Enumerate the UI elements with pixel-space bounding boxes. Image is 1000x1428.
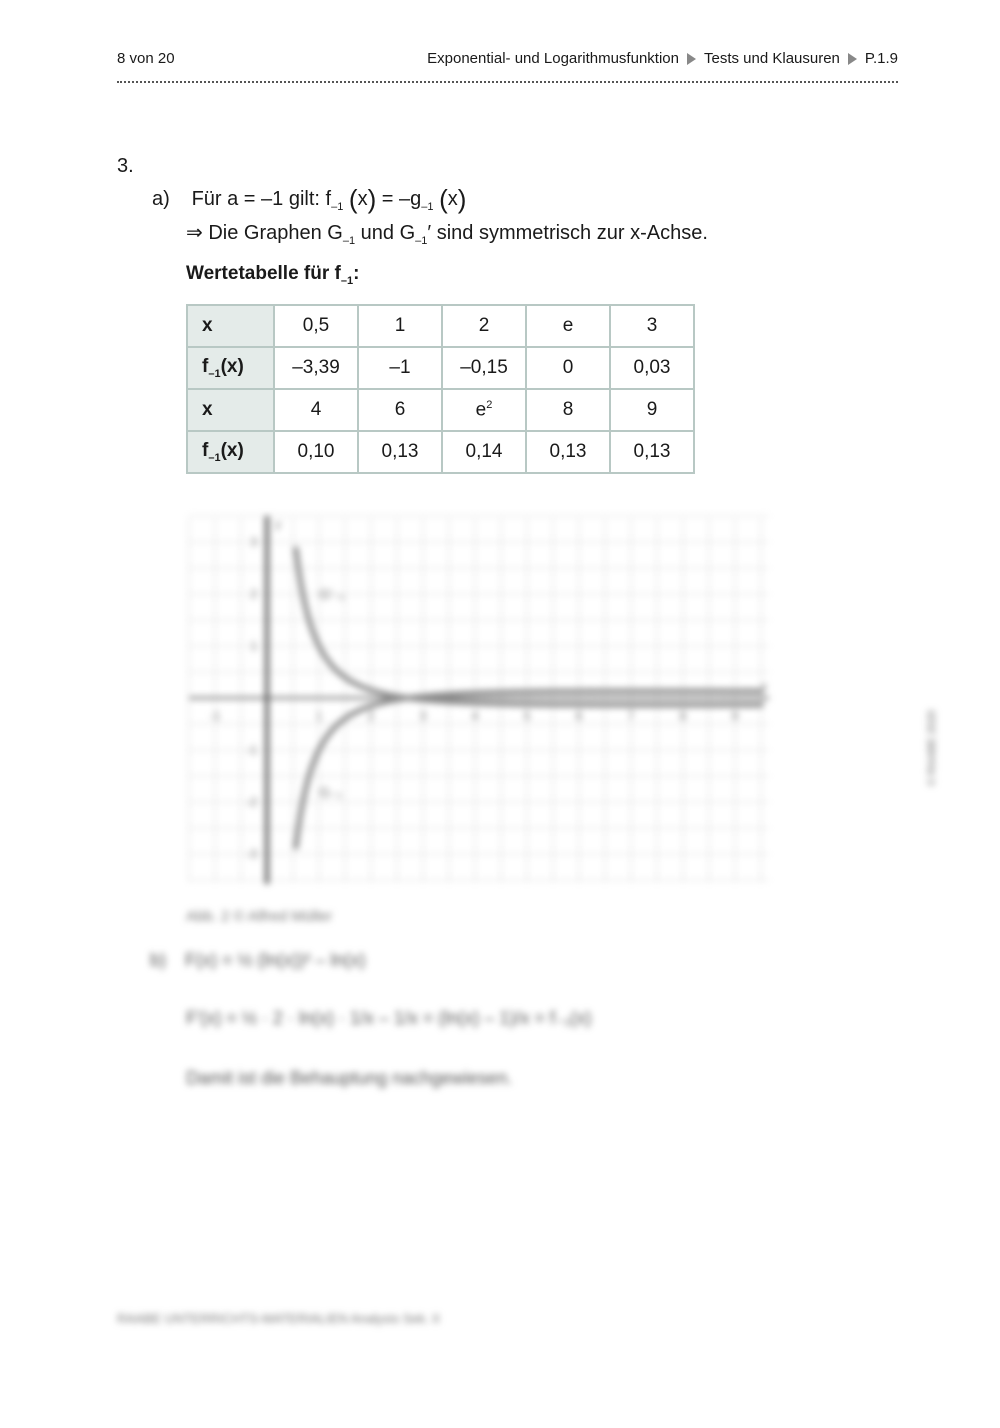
y-tick-label: 3 [250, 535, 257, 549]
subscript: –1 [421, 201, 434, 213]
implies-text-1: Die Graphen G [208, 222, 343, 244]
table-row [187, 347, 694, 389]
table-cell: –3,39 [274, 347, 358, 389]
subscript: –1 [208, 451, 221, 464]
subscript: –1 [340, 274, 354, 287]
implies-icon: ⇒ [186, 222, 203, 244]
table-cell: 8 [526, 389, 610, 431]
implies-text-2: und G [360, 222, 416, 244]
breadcrumb [427, 50, 898, 67]
paren-close: ) [457, 184, 467, 214]
table-head-cell: x [187, 389, 274, 431]
table-cell: 0,03 [610, 347, 694, 389]
table-cell: 0,14 [442, 431, 526, 473]
side-copyright [922, 690, 942, 790]
part-a-statement [152, 184, 466, 215]
table-cell: –0,15 [442, 347, 526, 389]
table-cell: 0,13 [610, 431, 694, 473]
x-tick-label: 8 [679, 709, 687, 723]
side-copyright-text: © RAABE 2020 [926, 710, 938, 786]
table-cell: 4 [274, 389, 358, 431]
y-tick-label: -2 [246, 795, 257, 809]
figure-caption: Abb. 2 © Alfred Müller [186, 908, 333, 925]
x-tick-label: 2 [367, 709, 375, 723]
curve-upper-label: G′₋₁ [319, 586, 345, 603]
task-number: 3. [117, 155, 134, 177]
paren-open: ( [439, 184, 448, 214]
table-row [187, 389, 694, 431]
table-cell: 0,10 [274, 431, 358, 473]
subscript: –1 [342, 235, 356, 247]
y-tick-label: -1 [246, 743, 257, 757]
breadcrumb-code: P.1.9 [864, 50, 898, 67]
x-axis-label: x [761, 679, 767, 693]
table-cell: 6 [358, 389, 442, 431]
x-tick-label: -1 [209, 709, 221, 723]
subscript: –1 [208, 367, 221, 380]
x-tick-label: 5 [523, 709, 531, 723]
triangle-right-icon [848, 53, 857, 65]
table-cell: 0,5 [274, 305, 358, 347]
x-tick-label: 4 [471, 709, 479, 723]
part-b-formula-2: F′(x) = ½ · 2 · ln(x) · 1/x – 1/x = (ln(x) – 1)/x = f₋₁(x) [186, 1008, 592, 1028]
page-footer: RAABE UNTERRICHTS-MATERIALIEN Analysis Sek. II [117, 1311, 440, 1326]
y-axis-label: y [275, 517, 281, 531]
table-cell: 2 [442, 305, 526, 347]
table-cell: 0,13 [358, 431, 442, 473]
part-a-label: a) [152, 188, 170, 210]
table-title-text: Wertetabelle für f [186, 263, 341, 284]
table-row [187, 305, 694, 347]
implies-text-3: ′ sind symmetrisch zur x-Achse. [427, 222, 708, 244]
header-divider [117, 81, 898, 83]
table-cell: 0,13 [526, 431, 610, 473]
paren-close: ) [367, 184, 377, 214]
table-title [186, 263, 359, 287]
breadcrumb-section: Tests und Klausuren [703, 50, 840, 67]
y-tick-label: 1 [250, 639, 257, 653]
subscript: –1 [331, 201, 344, 213]
x-tick-label: 9 [731, 709, 739, 723]
triangle-right-icon [687, 53, 696, 65]
table-row [187, 431, 694, 473]
table-cell: 3 [610, 305, 694, 347]
subscript: –1 [415, 235, 428, 247]
y-tick-label: 2 [250, 587, 257, 601]
table-cell: 0 [526, 347, 610, 389]
x-tick-label: 7 [627, 709, 635, 723]
head-f: f [202, 356, 209, 378]
breadcrumb-topic: Exponential- und Logarithmusfunktion [427, 50, 679, 67]
part-b-formula-1: F(x) = ½ (ln(x))² – ln(x) [185, 950, 366, 970]
table-fade [180, 477, 700, 507]
part-b-conclusion: Damit ist die Behauptung nachgewiesen. [186, 1068, 513, 1088]
head-x: (x) [220, 440, 244, 462]
x-tick-label: 3 [419, 709, 427, 723]
superscript: 2 [486, 398, 493, 411]
table-cell [442, 389, 526, 431]
table-cell: –1 [358, 347, 442, 389]
head-x: (x) [220, 356, 244, 378]
table-cell: 1 [358, 305, 442, 347]
part-a-text: Für a = –1 gilt: f [191, 188, 332, 210]
part-b-label: b) [150, 950, 167, 970]
table-head-cell [187, 431, 274, 473]
var-x: x [447, 188, 458, 210]
var-x: x [357, 188, 368, 210]
curve-upper [296, 547, 764, 705]
head-f: f [202, 440, 209, 462]
implication-line [186, 220, 708, 247]
paren-open: ( [348, 184, 358, 214]
part-a-mid: = –g [381, 188, 422, 210]
x-tick-label: 6 [575, 709, 583, 723]
function-graph [183, 510, 775, 890]
value-table [186, 304, 695, 474]
part-b-line-1 [150, 950, 366, 971]
table-title-colon: : [353, 263, 360, 284]
x-tick-label: 1 [315, 709, 323, 723]
table-head-cell: x [187, 305, 274, 347]
curve-lower-label: G₋₁ [319, 783, 343, 800]
table-head-cell [187, 347, 274, 389]
table-cell: e [526, 305, 610, 347]
table-cell: 9 [610, 389, 694, 431]
page-header [117, 50, 898, 72]
page-number: 8 von 20 [117, 50, 175, 67]
y-tick-label: -3 [246, 847, 257, 861]
cell-e: e [475, 399, 487, 421]
